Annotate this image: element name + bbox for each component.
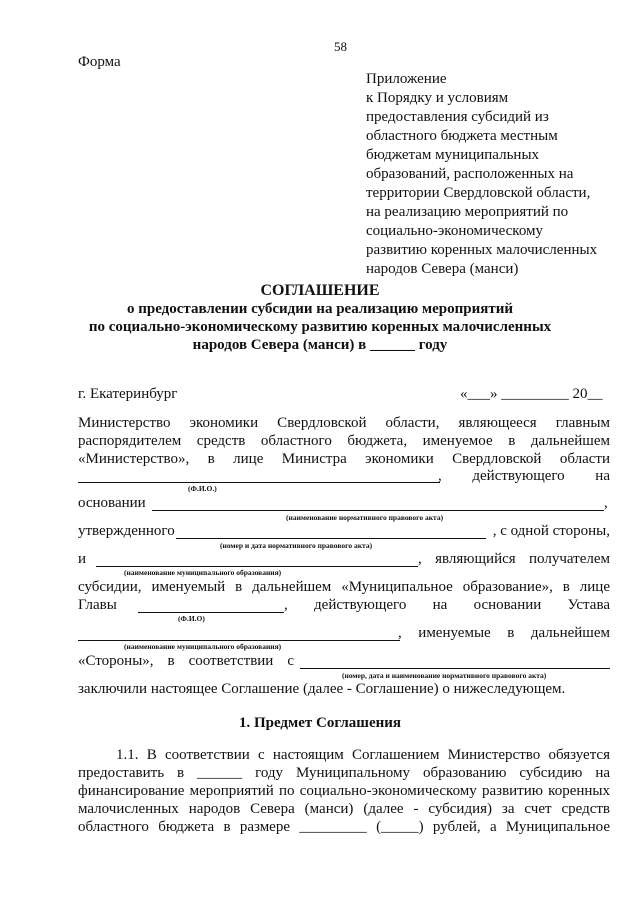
section-1-line-3: финансирование мероприятий по социально-экономическому развитию коренных <box>78 783 610 799</box>
appendix-line: территории Свердловской области, <box>366 185 591 201</box>
body-line-6-end: , с одной стороны, <box>492 523 610 539</box>
body-line-6-start: утвержденного <box>78 523 175 539</box>
caption-fio2: (Ф.И.О) <box>178 614 205 623</box>
body-line-2: распорядителем средств областного бюджета, именуемое в дальнейшем <box>78 433 610 449</box>
body-line-8: субсидии, именуемый в дальнейшем «Муниципальное образование», в лице <box>78 579 610 595</box>
appendix-line: областного бюджета местным <box>366 128 558 144</box>
appendix-line: социально-экономическому <box>366 223 544 239</box>
body-line-10-end: , именуемые в дальнейшем <box>398 625 610 641</box>
npa-underline <box>152 510 604 511</box>
caption-mo2: (наименование муниципального образования) <box>124 642 282 651</box>
mo-underline <box>96 566 418 567</box>
section-1-title: 1. Предмет Соглашения <box>238 715 402 731</box>
caption-num-date-name: (номер, дата и наименование нормативного правового акта) <box>342 671 547 680</box>
appendix-line: развитию коренных малочисленных <box>366 242 598 258</box>
document-title: СОГЛАШЕНИЕ <box>260 282 380 299</box>
body-line-3: «Министерство», в лице Министра экономики Свердловской области <box>78 451 610 467</box>
body-line-11-start: «Стороны», в соответствии с <box>78 653 294 669</box>
npa-full-underline <box>300 668 610 669</box>
fio-underline <box>78 482 440 483</box>
appendix-line: предоставления субсидий из <box>366 109 549 125</box>
body-line-1: Министерство экономики Свердловской области, являющееся главным <box>78 415 610 431</box>
body-line-5-start: основании <box>78 495 146 511</box>
appendix-line: образований, расположенных на <box>366 166 574 182</box>
body-line-5-end: , <box>604 495 608 511</box>
caption-npa: (наименование нормативного правового акта) <box>286 513 444 522</box>
appendix-line: на реализацию мероприятий по <box>366 204 569 220</box>
body-line-9-end: , действующего на основании Устава <box>284 597 610 613</box>
date-line: «___» _________ 20__ <box>460 386 603 402</box>
appendix-line: бюджетам муниципальных <box>366 147 540 163</box>
body-line-9-start: Главы <box>78 597 117 613</box>
form-label: Форма <box>78 54 121 70</box>
section-1-line-4: малочисленных народов Севера (манси) (далее - субсидия) за счет средств <box>78 801 610 817</box>
caption-mo: (наименование муниципального образования) <box>124 568 282 577</box>
body-line-4-end: , действующего на <box>438 468 610 484</box>
section-1-line-1: 1.1. В соответствии с настоящим Соглашением Министерство обязуется <box>116 747 610 763</box>
subtitle-line: о предоставлении субсидии на реализацию мероприятий <box>126 301 514 317</box>
caption-num-date: (номер и дата нормативного правового акта) <box>220 541 373 550</box>
subtitle-line: народов Севера (манси) в ______ году <box>192 337 448 353</box>
subtitle-line: по социально-экономическому развитию коренных малочисленных <box>88 319 552 335</box>
appendix-line: к Порядку и условиям <box>366 90 509 106</box>
appendix-line: народов Севера (манси) <box>366 261 519 277</box>
mo2-underline <box>78 640 400 641</box>
caption-fio: (Ф.И.О.) <box>188 484 217 493</box>
num-date-underline <box>176 538 486 539</box>
body-line-12: заключили настоящее Соглашение (далее - Соглашение) о нижеследующем. <box>78 681 566 697</box>
body-line-7-start: и <box>78 551 87 567</box>
section-1-line-5: областного бюджета в размере _________ (_____) рублей, а Муниципальное <box>78 819 610 835</box>
appendix-line: Приложение <box>366 71 447 87</box>
body-line-7-end: , являющийся получателем <box>418 551 610 567</box>
page-number: 58 <box>334 39 347 54</box>
city: г. Екатеринбург <box>78 386 178 402</box>
fio2-underline <box>138 612 284 613</box>
section-1-line-2: предоставить в ______ году Муниципальному образованию субсидию на <box>78 765 610 781</box>
